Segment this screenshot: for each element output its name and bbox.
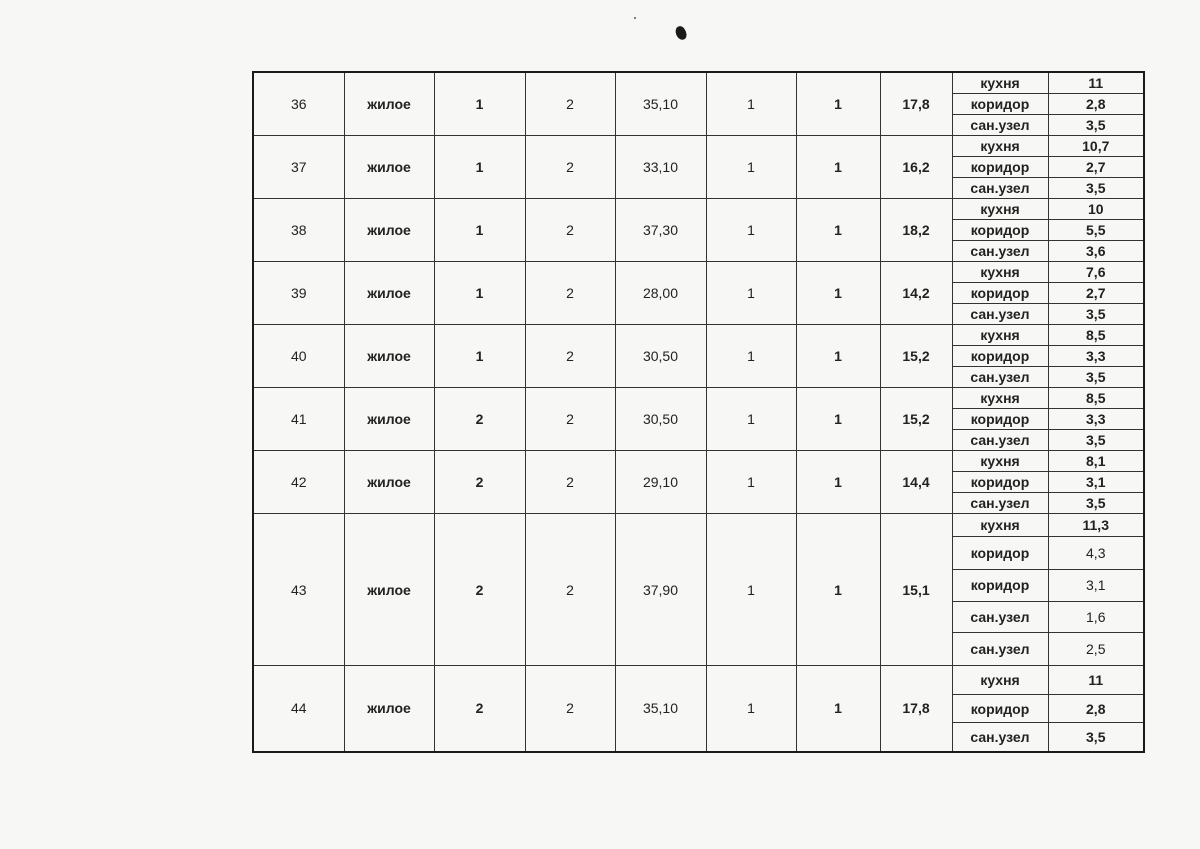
rooms-count: 1 [434,135,525,198]
room-area: 3,3 [1048,346,1144,367]
column-d-value: 1 [796,451,880,514]
floor-value: 2 [525,198,615,261]
column-d-value: 1 [796,514,880,665]
total-area: 35,10 [615,665,706,752]
room-area: 10 [1048,198,1144,219]
column-c-value: 1 [706,451,796,514]
apartment-type: жилое [344,388,434,451]
room-name: сан.узел [952,240,1048,261]
total-area: 30,50 [615,325,706,388]
apartment-number: 42 [253,451,344,514]
apartment-number: 38 [253,198,344,261]
living-area: 14,2 [880,261,952,324]
room-name: кухня [952,665,1048,694]
room-name: сан.узел [952,177,1048,198]
apartment-type: жилое [344,261,434,324]
room-name: кухня [952,198,1048,219]
room-name: коридор [952,282,1048,303]
column-d-value: 1 [796,388,880,451]
rooms-count: 1 [434,261,525,324]
room-name: коридор [952,346,1048,367]
room-name: коридор [952,472,1048,493]
room-area: 5,5 [1048,219,1144,240]
room-name: сан.узел [952,114,1048,135]
room-area: 3,5 [1048,723,1144,752]
column-c-value: 1 [706,514,796,665]
column-c-value: 1 [706,325,796,388]
room-area: 3,1 [1048,569,1144,601]
room-name: сан.узел [952,723,1048,752]
living-area: 15,1 [880,514,952,665]
room-area: 10,7 [1048,135,1144,156]
apartment-row [253,198,1144,219]
rooms-count: 2 [434,665,525,752]
column-c-value: 1 [706,135,796,198]
floor-value: 2 [525,325,615,388]
column-d-value: 1 [796,72,880,135]
column-c-value: 1 [706,72,796,135]
total-area: 33,10 [615,135,706,198]
apartment-row [253,72,1144,93]
room-area: 11 [1048,665,1144,694]
column-d-value: 1 [796,665,880,752]
apartment-number: 41 [253,388,344,451]
apartment-type: жилое [344,665,434,752]
apartment-row [253,325,1144,346]
living-area: 14,4 [880,451,952,514]
column-d-value: 1 [796,325,880,388]
room-area: 11 [1048,72,1144,93]
floor-value: 2 [525,72,615,135]
column-d-value: 1 [796,135,880,198]
total-area: 28,00 [615,261,706,324]
total-area: 35,10 [615,72,706,135]
living-area: 15,2 [880,325,952,388]
apartment-number: 36 [253,72,344,135]
apartment-row [253,665,1144,694]
apartment-row [253,388,1144,409]
rooms-count: 1 [434,325,525,388]
column-d-value: 1 [796,261,880,324]
floor-value: 2 [525,135,615,198]
living-area: 17,8 [880,72,952,135]
apartment-type: жилое [344,198,434,261]
apartment-type: жилое [344,451,434,514]
rooms-count: 2 [434,451,525,514]
apartment-number: 37 [253,135,344,198]
column-c-value: 1 [706,665,796,752]
room-name: коридор [952,694,1048,722]
room-name: коридор [952,409,1048,430]
room-area: 3,6 [1048,240,1144,261]
apartment-row [253,451,1144,472]
column-c-value: 1 [706,261,796,324]
room-name: коридор [952,569,1048,601]
apartment-number: 40 [253,325,344,388]
floor-value: 2 [525,514,615,665]
room-area: 7,6 [1048,261,1144,282]
room-name: сан.узел [952,367,1048,388]
column-c-value: 1 [706,388,796,451]
apartment-row [253,261,1144,282]
room-area: 2,8 [1048,694,1144,722]
room-area: 3,5 [1048,114,1144,135]
room-name: сан.узел [952,601,1048,632]
floor-value: 2 [525,665,615,752]
rooms-count: 2 [434,514,525,665]
apartment-type: жилое [344,72,434,135]
apartment-number: 44 [253,665,344,752]
apartment-number: 43 [253,514,344,665]
apartment-type: жилое [344,135,434,198]
room-name: кухня [952,388,1048,409]
room-name: коридор [952,156,1048,177]
total-area: 37,90 [615,514,706,665]
apartments-table [252,71,1145,753]
room-name: коридор [952,536,1048,569]
total-area: 29,10 [615,451,706,514]
room-area: 2,8 [1048,93,1144,114]
room-area: 3,5 [1048,367,1144,388]
floor-value: 2 [525,451,615,514]
room-name: кухня [952,514,1048,536]
room-area: 2,7 [1048,156,1144,177]
apartment-number: 39 [253,261,344,324]
total-area: 30,50 [615,388,706,451]
room-area: 4,3 [1048,536,1144,569]
room-area: 3,3 [1048,409,1144,430]
floor-value: 2 [525,388,615,451]
column-d-value: 1 [796,198,880,261]
living-area: 18,2 [880,198,952,261]
room-area: 2,5 [1048,632,1144,665]
rooms-count: 1 [434,72,525,135]
room-area: 3,5 [1048,493,1144,514]
room-name: сан.узел [952,430,1048,451]
room-area: 3,5 [1048,304,1144,325]
room-name: кухня [952,135,1048,156]
apartment-type: жилое [344,325,434,388]
room-area: 8,1 [1048,451,1144,472]
room-area: 3,5 [1048,430,1144,451]
room-name: кухня [952,72,1048,93]
room-area: 2,7 [1048,282,1144,303]
room-name: сан.узел [952,493,1048,514]
room-area: 8,5 [1048,388,1144,409]
room-name: сан.узел [952,632,1048,665]
room-area: 3,5 [1048,177,1144,198]
apartment-row [253,514,1144,536]
room-area: 1,6 [1048,601,1144,632]
floor-value: 2 [525,261,615,324]
room-area: 11,3 [1048,514,1144,536]
rooms-count: 2 [434,388,525,451]
table-body [253,72,1144,752]
room-name: кухня [952,261,1048,282]
room-name: кухня [952,451,1048,472]
room-name: коридор [952,93,1048,114]
room-name: сан.узел [952,304,1048,325]
scan-speck [634,17,636,19]
ink-blot-mark [674,25,688,42]
room-name: кухня [952,325,1048,346]
room-area: 3,1 [1048,472,1144,493]
apartment-row [253,135,1144,156]
column-c-value: 1 [706,198,796,261]
living-area: 15,2 [880,388,952,451]
apartment-type: жилое [344,514,434,665]
living-area: 16,2 [880,135,952,198]
room-area: 8,5 [1048,325,1144,346]
room-name: коридор [952,219,1048,240]
total-area: 37,30 [615,198,706,261]
living-area: 17,8 [880,665,952,752]
rooms-count: 1 [434,198,525,261]
